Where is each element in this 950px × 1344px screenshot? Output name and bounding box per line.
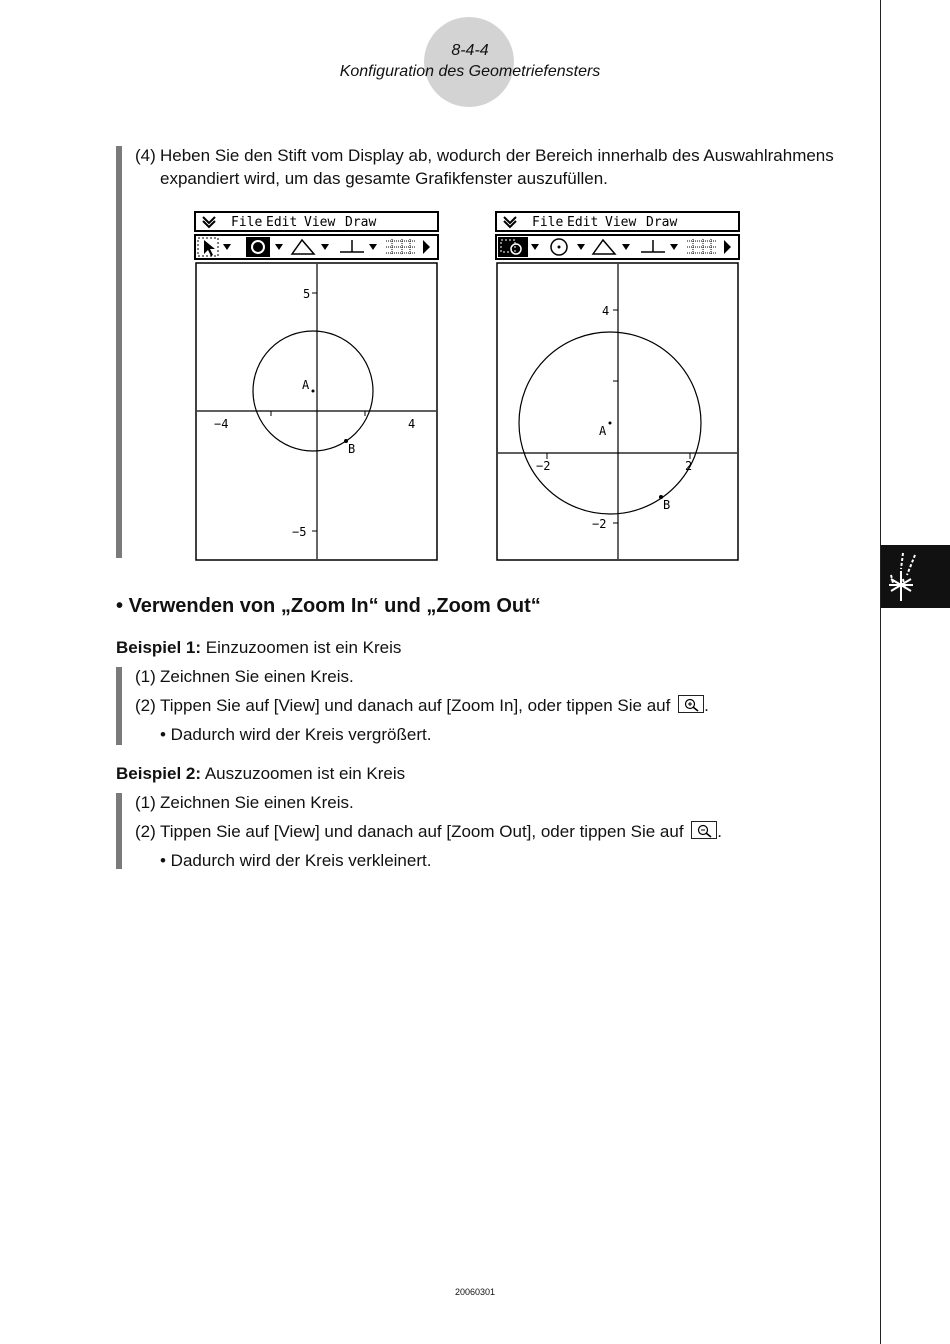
y-tick-top: 5 [303,287,311,301]
zoom-section-heading [116,595,541,618]
step4-line2: expandiert wird, um das gesamte Grafikfenster auszufüllen. [160,169,608,188]
point-b-label: B [663,498,671,512]
right-margin-rule [880,0,881,1344]
zoom-out-icon [691,821,717,839]
y-tick-top: 4 [602,304,610,318]
footer-code: 20060301 [454,1287,496,1297]
menu-edit: Edit [567,215,599,230]
zoom-in-icon [678,695,704,713]
section-title: Konfiguration des Geometriefensters [339,63,601,80]
example1-heading [116,636,401,659]
step4-margin-bar [116,146,122,558]
point-b-label: B [348,442,356,456]
point-a-dot [609,422,612,425]
geometry-chapter-icon [881,545,950,608]
y-tick-bottom: −2 [592,517,607,531]
y-tick-bottom: −5 [292,525,307,539]
example2-margin-bar [116,793,122,869]
screen-right [495,211,741,568]
example1-label: Beispiel 1: [116,638,202,657]
example2-step2: Tippen Sie auf [View] und danach auf [Zoom Out], oder tippen Sie auf [160,822,684,841]
point-a-label: A [302,378,310,392]
example2-label: Beispiel 2: [116,764,202,783]
zoom-box-tool-icon [246,237,270,257]
example2-step1-number: (1) [135,793,156,812]
screen-left [194,211,440,568]
menu-view: View [605,215,637,230]
menu-view: View [304,215,336,230]
point-a-label: A [599,424,607,438]
x-tick-right: 4 [408,417,416,431]
zoom-section-title: Verwenden von „Zoom In“ und „Zoom Out“ [128,595,541,617]
step4-number: (4) [135,146,156,165]
example1-step2: Tippen Sie auf [View] und danach auf [Zoom In], oder tippen Sie auf [160,696,671,715]
header-circle [424,17,514,107]
x-tick-left: −2 [536,459,551,473]
point-a-dot [312,390,315,393]
x-tick-left: −4 [214,417,229,431]
example2-text: Auszuzoomen ist ein Kreis [204,764,406,783]
example1-step2-number: (2) [135,696,156,715]
example1-margin-bar [116,667,122,745]
heading-bullet: • [116,595,129,617]
example1-text: Einzuzoomen ist ein Kreis [205,638,402,657]
menu-file: File [231,215,263,230]
x-tick-right: 2 [685,459,693,473]
zoom-box-tool-icon [498,237,528,257]
example2-step1: Zeichnen Sie einen Kreis. [160,793,354,812]
chapter-tab [881,545,950,608]
select-tool-icon [198,238,218,256]
example1-step2-line: Tippen Sie auf [View] und danach auf [Zoom In], oder tippen Sie auf . [160,696,709,715]
example1-bullet: • Dadurch wird der Kreis vergrößert. [160,725,432,744]
example2-step2-line: Tippen Sie auf [View] und danach auf [Zoom Out], oder tippen Sie auf . [160,822,723,841]
example1-step1-number: (1) [135,667,156,686]
example2-step2-number: (2) [135,822,156,841]
example1-step1: Zeichnen Sie einen Kreis. [160,667,354,686]
menu-file: File [532,215,564,230]
example2-bullet: • Dadurch wird der Kreis verkleinert. [160,851,432,870]
menu-edit: Edit [266,215,298,230]
menu-draw: Draw [345,215,377,230]
step4-line1: Heben Sie den Stift vom Display ab, wodurch der Bereich innerhalb des Auswahlrahmens [160,146,834,165]
menu-draw: Draw [646,215,678,230]
example2-heading [116,762,405,785]
page-number: 8-4-4 [451,42,489,59]
